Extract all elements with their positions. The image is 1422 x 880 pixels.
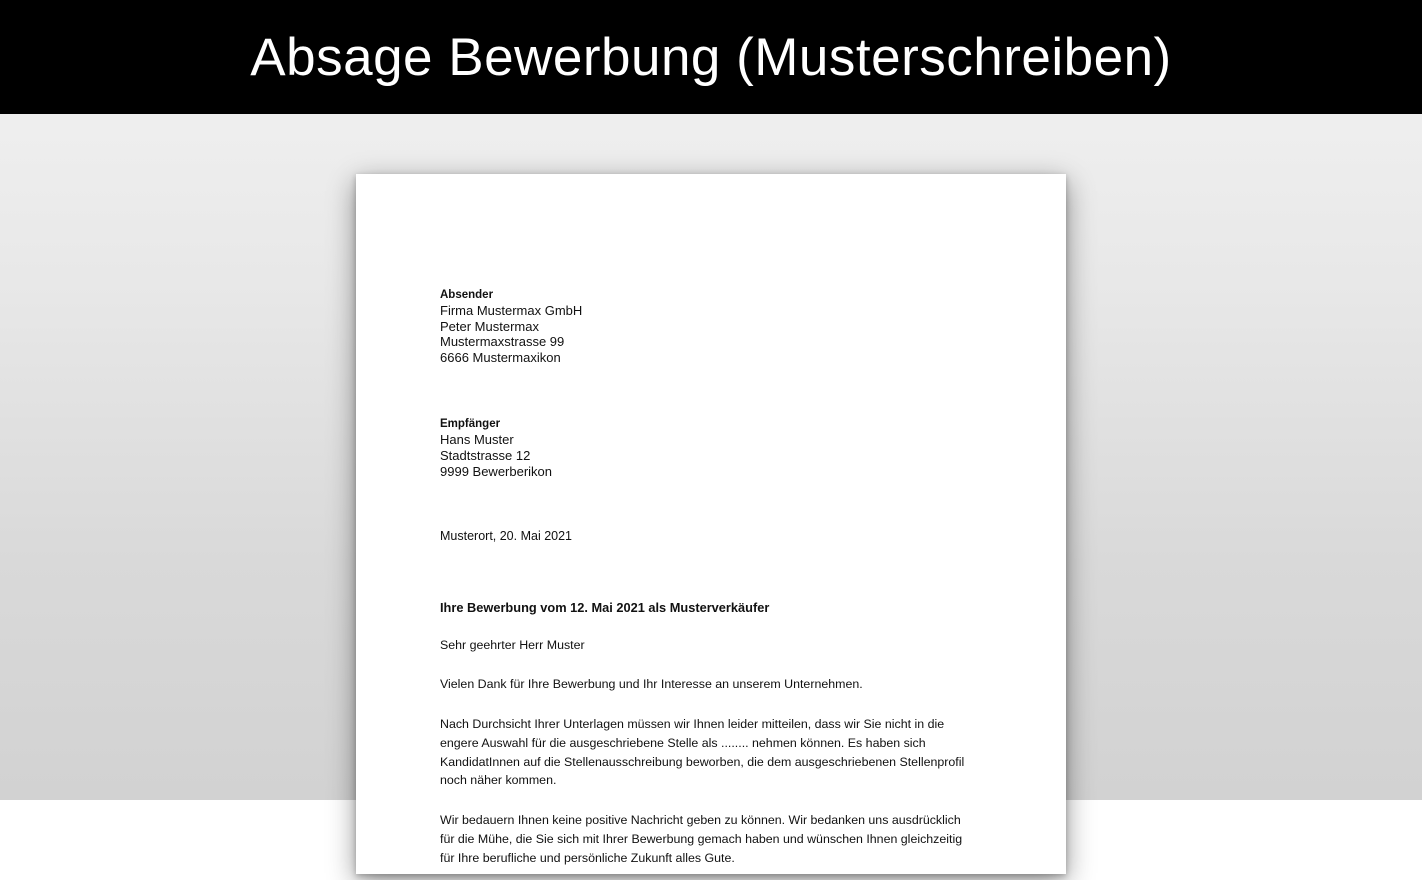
recipient-line-city: 9999 Bewerberikon <box>440 463 553 479</box>
recipient-label: Empfänger <box>440 418 501 431</box>
sender-line-company: Firma Mustermax GmbH <box>440 303 583 318</box>
sender-line-street: Mustermaxstrasse 99 <box>440 334 565 350</box>
recipient-line-name: Hans Muster <box>440 432 514 448</box>
sender-block <box>440 287 1016 365</box>
sender-line-city: 6666 Mustermaxikon <box>440 349 561 365</box>
place-and-date: Musterort, 20. Mai 2021 <box>440 529 573 544</box>
sender-label: Absender <box>440 289 494 301</box>
recipient-block <box>440 416 1016 479</box>
salutation: Sehr geehrter Herr Muster <box>440 638 585 653</box>
body-paragraph-1: Vielen Dank für Ihre Bewerbung und Ihr Interesse an unserem Unternehmen. <box>440 677 863 692</box>
subject-line: Ihre Bewerbung vom 12. Mai 2021 als Musterverkäufer <box>440 600 770 616</box>
document-viewport <box>0 114 1422 865</box>
body-paragraph-3: Wir bedauern Ihnen keine positive Nachricht geben zu können. Wir bedanken uns ausdrücklich für die Mühe, die Sie sich mit Ihrer Bewerbung gemach haben und wünschen Ihnen gleichzeitig für Ihre berufliche und persönliche Zukunft alles Gute. <box>440 813 963 865</box>
recipient-line-street: Stadtstrasse 12 <box>440 447 531 463</box>
body-paragraph-2: Nach Durchsicht Ihrer Unterlagen müssen wir Ihnen leider mitteilen, dass wir Sie nicht in die engere Auswahl für die ausgeschriebene Stelle als ........ nehmen können. Es haben sich KandidatInnen auf die Stellenausschreibung beworben, die dem ausgeschriebenen Stellenprofil noch näher kommen. <box>440 716 965 788</box>
letter-document <box>356 174 1066 874</box>
sender-line-name: Peter Mustermax <box>440 318 539 334</box>
letter-content <box>440 174 1016 880</box>
page-title: Absage Bewerbung (Musterschreiben) <box>250 27 1172 87</box>
header-bar <box>0 0 1422 114</box>
